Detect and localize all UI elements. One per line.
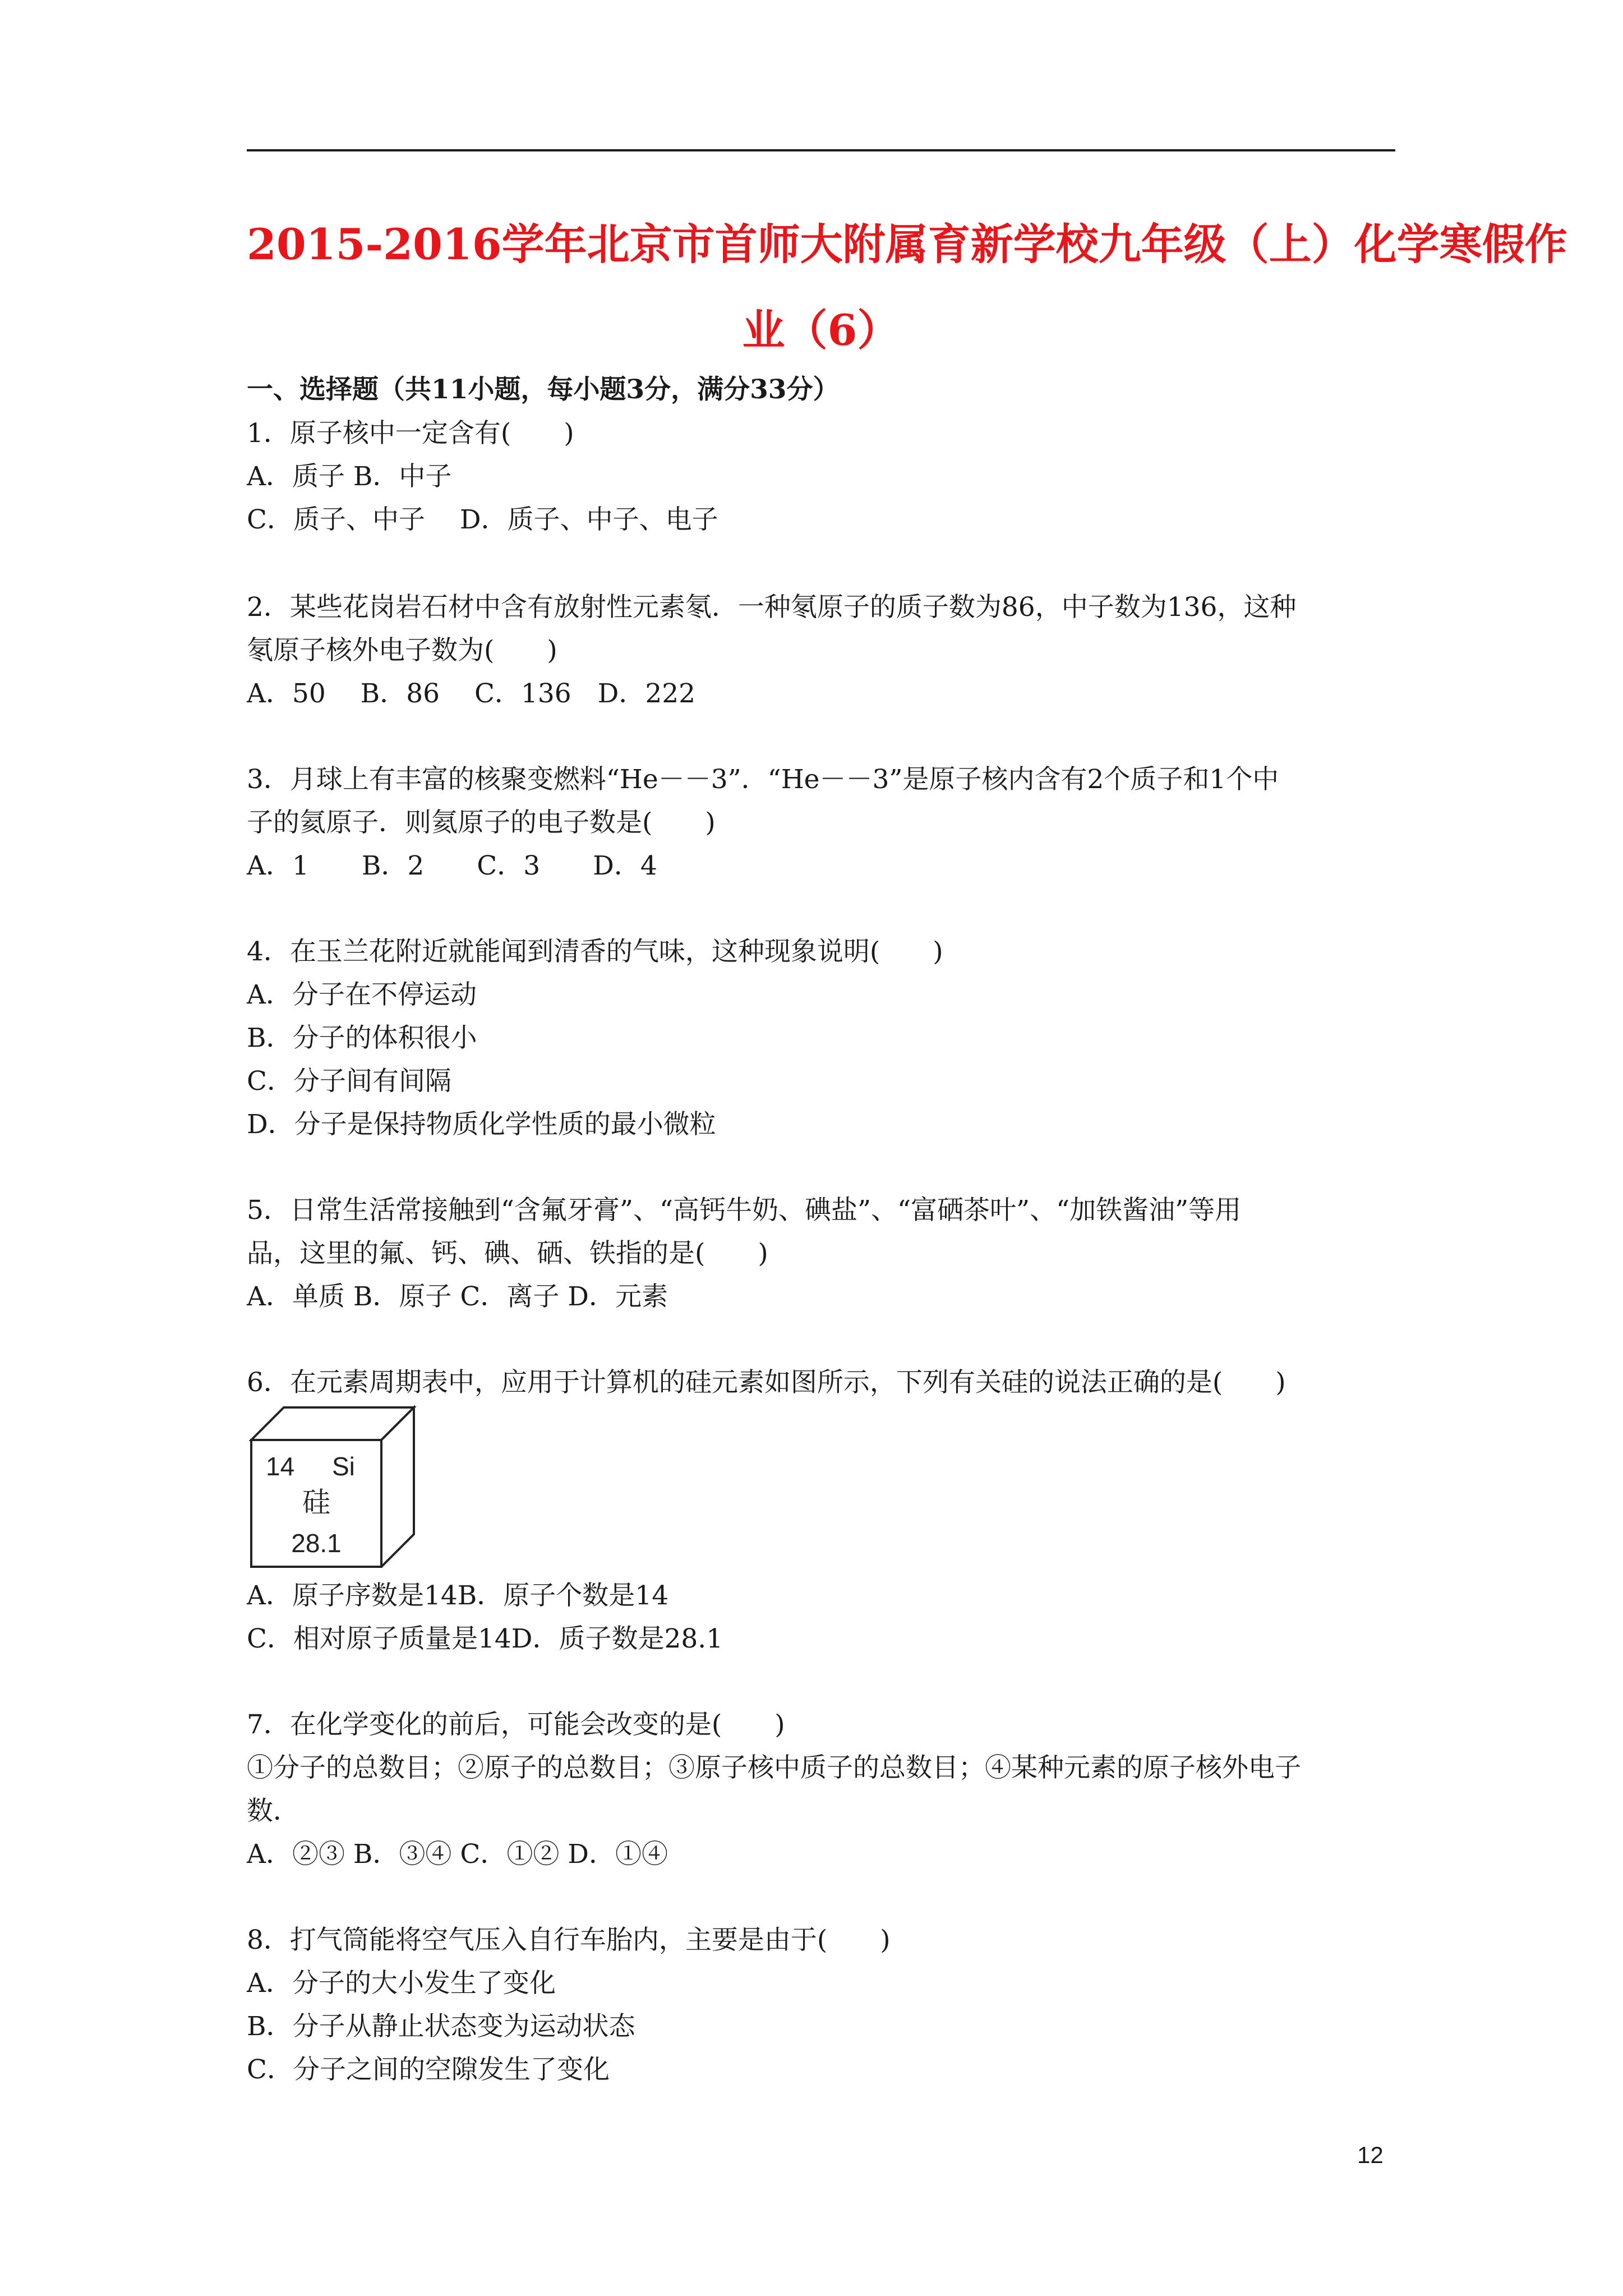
question-8-option-a: A．分子的大小发生了变化 (247, 1968, 556, 1999)
element-symbol: Si (332, 1452, 355, 1481)
question-7-items-line-1: ①分子的总数目；②原子的总数目；③原子核中质子的总数目；④某种元素的原子核外电子 (247, 1752, 1301, 1783)
question-6-stem: 6．在元素周期表中，应用于计算机的硅元素如图所示，下列有关硅的说法正确的是( ) (247, 1367, 1286, 1398)
question-3-stem-line-2: 子的氦原子．则氦原子的电子数是( ) (247, 807, 716, 838)
section-heading: 一、选择题（共11小题，每小题3分，满分33分） (247, 374, 840, 405)
question-2-stem-line-1: 2．某些花岗岩石材中含有放射性元素氡．一种氡原子的质子数为86，中子数为136，这种 (247, 592, 1297, 623)
question-6-options-ab: A．原子序数是14B．原子个数是14 (247, 1580, 669, 1611)
question-8-stem: 8．打气筒能将空气压入自行车胎内，主要是由于( ) (247, 1925, 891, 1955)
question-4-option-d: D．分子是保持物质化学性质的最小微粒 (247, 1109, 716, 1140)
question-4-option-c: C．分子间有间隔 (247, 1066, 451, 1097)
silicon-element-cell-figure (249, 1405, 417, 1568)
question-2-stem-line-2: 氡原子核外电子数为( ) (247, 635, 557, 666)
atomic-mass: 28.1 (291, 1529, 342, 1558)
question-3-options: A．1 B．2 C．3 D．4 (247, 850, 657, 881)
question-6-options-cd: C．相对原子质量是14D．质子数是28.1 (247, 1623, 723, 1654)
atomic-number: 14 (266, 1452, 295, 1481)
question-3-stem-line-1: 3．月球上有丰富的核聚变燃料“He－－3”．“He－－3”是原子核内含有2个质子和1个中 (247, 764, 1279, 795)
question-5-options: A．单质 B．原子 C．离子 D．元素 (247, 1281, 668, 1312)
question-4-stem: 4．在玉兰花附近就能闻到清香的气味，这种现象说明( ) (247, 936, 943, 967)
question-7-stem: 7．在化学变化的前后，可能会改变的是( ) (247, 1709, 785, 1740)
document-title-line-2: 业（6） (742, 305, 900, 355)
header-rule (247, 149, 1395, 151)
question-8-option-c: C．分子之间的空隙发生了变化 (247, 2054, 610, 2085)
question-5-stem-line-1: 5．日常生活常接触到“含氟牙膏”、“高钙牛奶、碘盐”、“富硒茶叶”、“加铁酱油”等用 (247, 1195, 1242, 1226)
question-4-option-a: A．分子在不停运动 (247, 979, 477, 1010)
page-number: 12 (1357, 2142, 1384, 2168)
question-2-options: A．50 B．86 C．136 D．222 (247, 678, 696, 709)
question-7-options: A．②③ B．③④ C．①② D．①④ (247, 1839, 668, 1870)
element-name: 硅 (302, 1486, 330, 1519)
question-7-items-line-2: 数． (247, 1796, 299, 1826)
question-5-stem-line-2: 品，这里的氟、钙、碘、硒、铁指的是( ) (247, 1238, 768, 1269)
document-title-line-1: 2015-2016学年北京市首师大附属育新学校九年级（上）化学寒假作 (247, 219, 1567, 269)
question-1-options-ab: A．质子 B．中子 (247, 461, 452, 492)
question-1-options-cd: C．质子、中子 D．质子、中子、电子 (247, 504, 718, 535)
question-8-option-b: B．分子从静止状态变为运动状态 (247, 2011, 635, 2042)
question-1-stem: 1．原子核中一定含有( ) (247, 418, 574, 449)
question-4-option-b: B．分子的体积很小 (247, 1023, 477, 1053)
